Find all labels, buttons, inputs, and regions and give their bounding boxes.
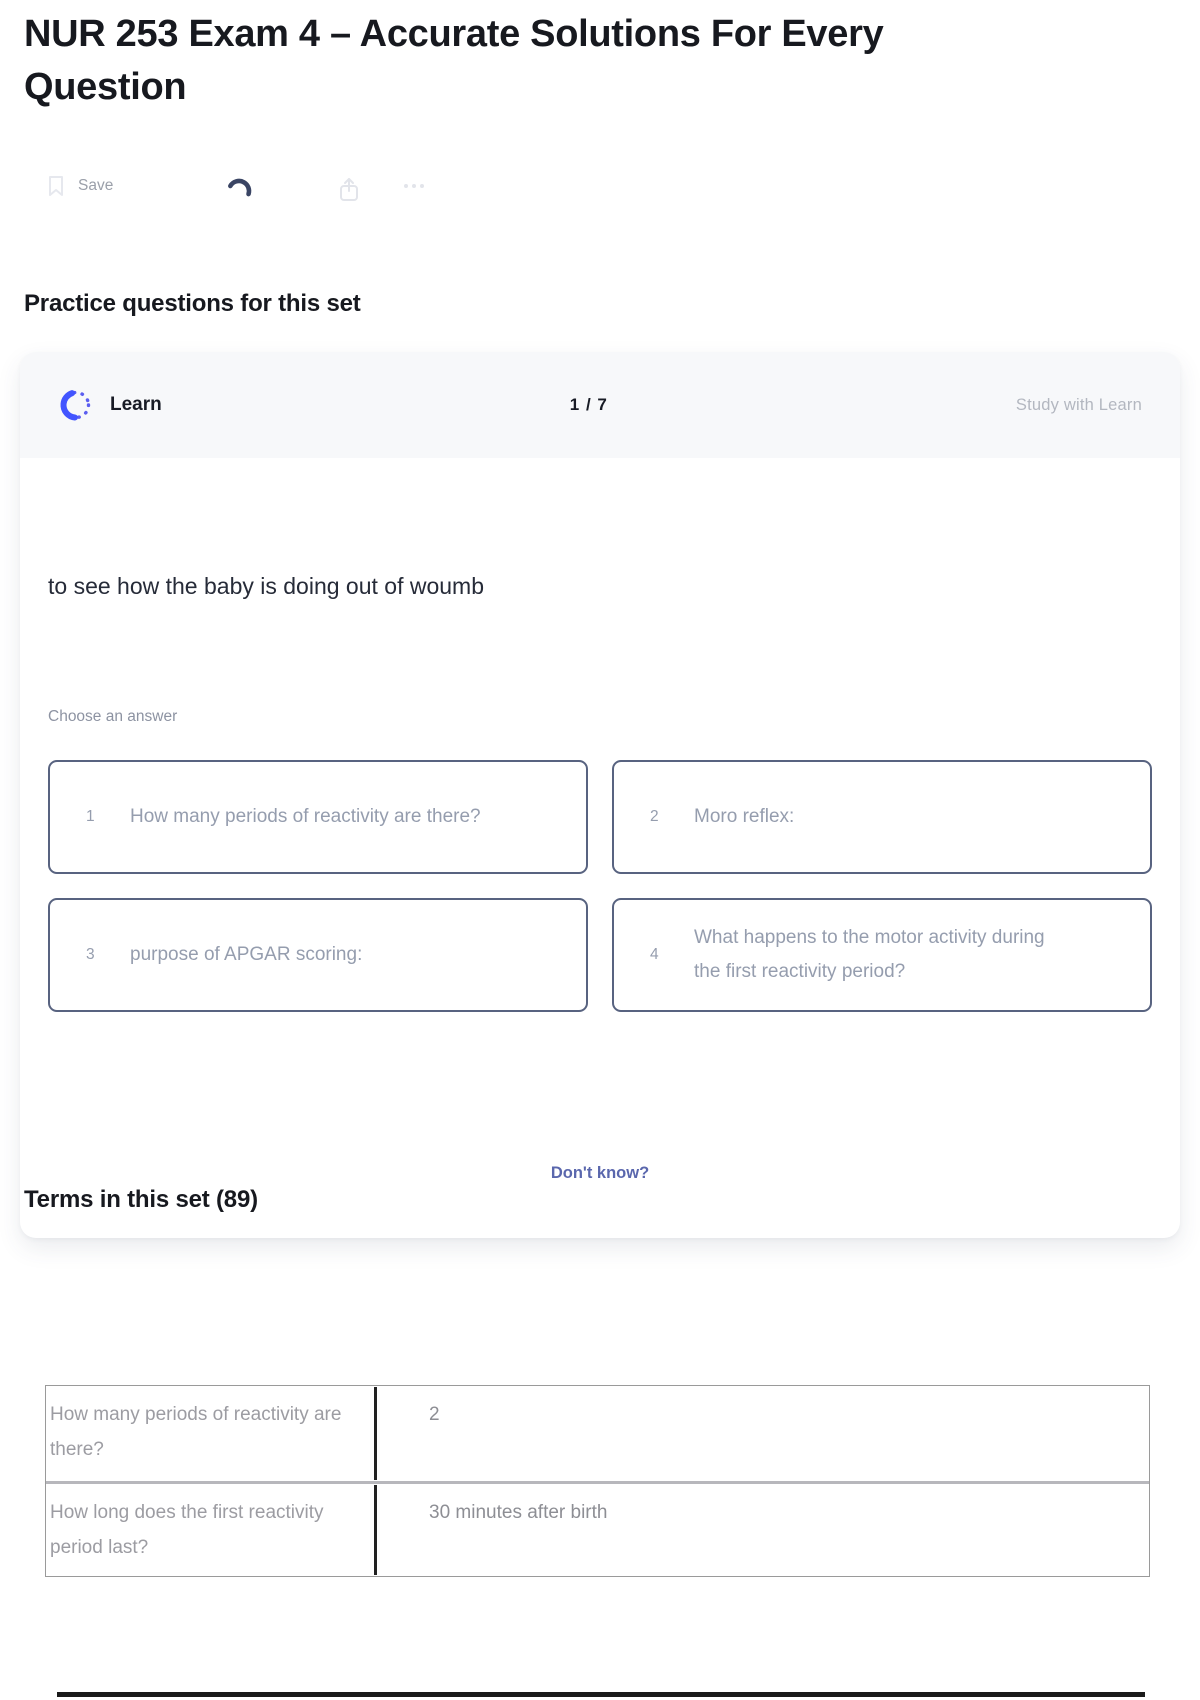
answer-number: 4: [650, 946, 659, 964]
learn-mode-button[interactable]: [58, 387, 162, 423]
term-cell: How many periods of reactivity are there?: [50, 1404, 342, 1460]
answer-option-1[interactable]: [48, 760, 588, 874]
set-toolbar: [46, 174, 466, 210]
save-button[interactable]: [46, 174, 113, 198]
answer-text: Moro reflex:: [694, 806, 795, 828]
loading-spinner-icon: [224, 176, 254, 206]
answer-option-3[interactable]: [48, 898, 588, 1012]
table-row: [46, 1386, 1149, 1481]
question-progress: 1 / 7: [569, 395, 608, 414]
choose-answer-prompt: Choose an answer: [48, 708, 178, 726]
answer-number: 2: [650, 808, 659, 826]
dont-know-link[interactable]: Don't know?: [550, 1164, 650, 1183]
answer-option-4[interactable]: [612, 898, 1152, 1012]
answer-text: How many periods of reactivity are there?: [130, 806, 481, 828]
term-cell: How long does the first reactivity period last?: [50, 1502, 324, 1558]
question-text: to see how the baby is doing out of woumb: [48, 573, 485, 599]
answer-text: purpose of APGAR scoring:: [130, 944, 363, 966]
answer-number: 1: [86, 808, 95, 826]
terms-table: [45, 1385, 1150, 1577]
bottom-divider: [57, 1692, 1145, 1697]
save-button-label: Save: [78, 177, 114, 194]
study-with-learn-link[interactable]: Study with Learn: [1015, 395, 1142, 414]
answer-number: 3: [86, 946, 95, 964]
definition-cell: 30 minutes after birth: [429, 1502, 608, 1523]
practice-card-body: [20, 458, 1180, 1183]
terms-section-heading: Terms in this set (89): [24, 1186, 258, 1213]
practice-card-header: [20, 352, 1180, 458]
practice-question-card: [20, 352, 1180, 1238]
more-options-button[interactable]: [404, 184, 424, 188]
table-row: [46, 1481, 1149, 1576]
answer-option-2[interactable]: [612, 760, 1152, 874]
bookmark-icon: [46, 174, 66, 198]
page-title: NUR 253 Exam 4 – Accurate Solutions For Every Question: [24, 13, 884, 109]
answer-options-grid: [48, 760, 1152, 1012]
answer-text: What happens to the motor activity during the first reactivity period?: [694, 927, 1045, 983]
practice-section-heading: Practice questions for this set: [24, 290, 361, 317]
definition-cell: 2: [429, 1404, 440, 1425]
learn-mode-label: Learn: [110, 394, 162, 415]
learn-circle-icon: [58, 387, 94, 423]
share-button[interactable]: [336, 176, 362, 204]
more-options-icon: [404, 184, 408, 188]
